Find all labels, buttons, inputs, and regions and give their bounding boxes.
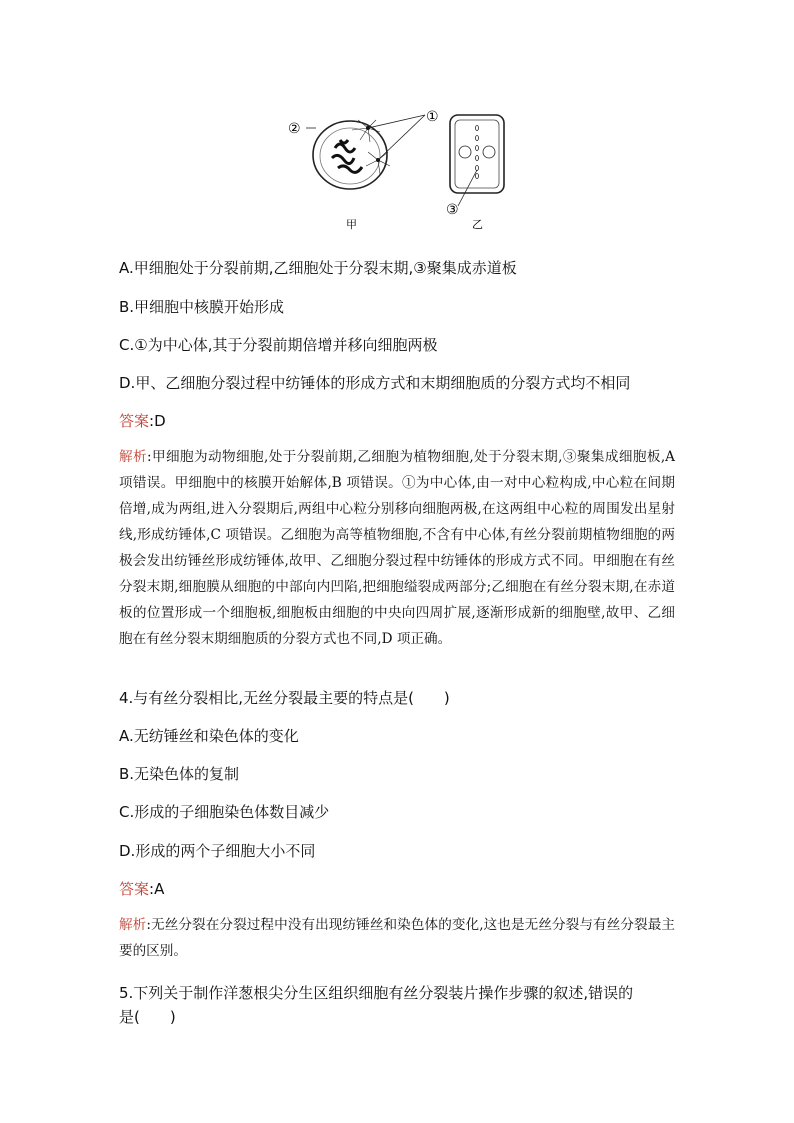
q3-option-d: D.甲、乙细胞分裂过程中纺锤体的形成方式和末期细胞质的分裂方式均不相同 [119, 374, 631, 392]
q3-option-a: A.甲细胞处于分裂前期,乙细胞处于分裂末期,③聚集成赤道板 [119, 259, 517, 277]
marker-2: ② [288, 121, 301, 137]
answer-label: 答案 [119, 412, 150, 430]
marker-3: ③ [446, 202, 459, 218]
explanation-text: :无丝分裂在分裂过程中没有出现纺锤丝和染色体的变化,这也是无丝分裂与有丝分裂最主要的区别。 [119, 917, 676, 959]
animal-cell-outline [313, 121, 387, 189]
q4-option-b: B.无染色体的复制 [119, 765, 240, 783]
marker-1: ① [426, 109, 439, 125]
cell-division-figure [280, 100, 520, 235]
answer-label: 答案 [119, 880, 150, 898]
q4-stem: 4.与有丝分裂相比,无丝分裂最主要的特点是( ) [119, 689, 450, 707]
answer-value: :A [149, 880, 165, 898]
label-jia: 甲 [346, 218, 357, 231]
label-yi: 乙 [472, 218, 483, 231]
answer-value: :D [149, 412, 166, 430]
q4-explanation [119, 912, 675, 964]
q5-stem-line2: 是( ) [119, 1008, 176, 1026]
q3-option-b: B.甲细胞中核膜开始形成 [119, 298, 285, 316]
q4-option-d: D.形成的两个子细胞大小不同 [119, 842, 316, 860]
q4-option-a: A.无纺锤丝和染色体的变化 [119, 727, 299, 745]
cell-diagram [280, 100, 520, 235]
explanation-text: :甲细胞为动物细胞,处于分裂前期,乙细胞为植物细胞,处于分裂末期,③聚集成细胞板,A 项错误。甲细胞中的核膜开始解体,B 项错误。①为中心体,由一对中心粒构成,中心粒在间期倍增,成为两组,进入分裂期后,两组中心粒分别移向细胞两极,在这两组中心粒的周围发出星射线,形成纺锤体,C 项错误。乙细胞为高等植物细胞,不含有中心体,有丝分裂前期植物细胞的两极会发出纺锤丝形成纺锤体,故甲、乙细胞分裂过程中纺锤体的形成方式不同。甲细胞在有丝分裂末期,细胞膜从细胞的中部向内凹陷,把细胞缢裂成两部分;乙细胞在有丝分裂末期,在赤道板的位置形成一个细胞板,细胞板由细胞的中央向四周扩展,逐渐形成新的细胞壁,故甲、乙细胞在有丝分裂末期细胞质的分裂方式也不同,D 项正确。 [119, 449, 676, 647]
q3-option-c: C.①为中心体,其于分裂前期倍增并移向细胞两极 [119, 336, 438, 354]
plant-cell-outline [450, 115, 504, 193]
explanation-label: 解析 [119, 917, 147, 933]
q4-option-c: C.形成的子细胞染色体数目减少 [119, 803, 330, 821]
q3-explanation [119, 444, 675, 652]
q5-stem-line1: 5.下列关于制作洋葱根尖分生区组织细胞有丝分裂装片操作步骤的叙述,错误的 [119, 984, 634, 1002]
explanation-label: 解析 [119, 449, 147, 465]
q3-answer [119, 410, 166, 432]
q4-answer [119, 878, 164, 900]
